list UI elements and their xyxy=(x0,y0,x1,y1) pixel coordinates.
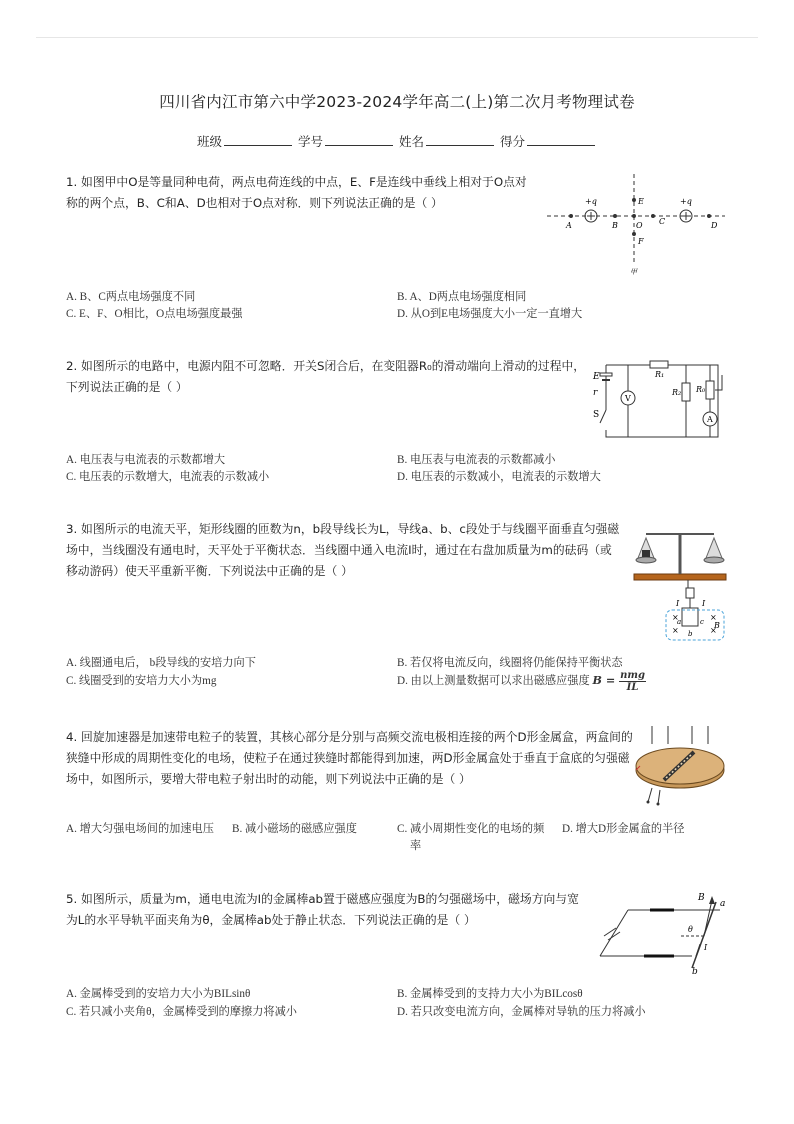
score-label: 得分 xyxy=(499,134,525,149)
r0-label: R₀ xyxy=(696,385,706,394)
option-b[interactable]: B. 减小磁场的磁感应强度 xyxy=(232,823,357,835)
internal-r-label: r xyxy=(593,388,598,398)
figure-current-balance xyxy=(630,520,730,645)
question-number: 5. xyxy=(66,892,78,906)
page-title: 四川省内江市第六中学2023-2024学年高二(上)第二次月考物理试卷 xyxy=(159,93,635,111)
question-stem-line: 下列说法正确的是（ ） xyxy=(66,380,188,394)
svg-text:×: × xyxy=(710,613,717,622)
option-c[interactable]: C. 若只减小夹角θ，金属棒受到的摩擦力将减小 xyxy=(66,1006,297,1018)
option-d[interactable]: D. 从O到E电场强度大小一定一直增大 xyxy=(397,308,583,320)
question-stem-line: 移动游码）使天平重新平衡．下列说法中正确的是（ ） xyxy=(66,564,353,578)
rheostat-r0 xyxy=(706,381,714,399)
question-stem-line xyxy=(66,727,636,748)
option-c[interactable] xyxy=(397,821,544,855)
question-stem-line: 狭缝中形成的周期性变化的电场，使粒子在通过狭缝时都能得到加速，两D形金属盒处于垂直于盒底的匀强磁 xyxy=(66,751,630,765)
option-d[interactable]: D. 电压表的示数减小，电流表的示数增大 xyxy=(397,471,601,483)
question-number: 4. xyxy=(66,730,78,744)
emf-label: E xyxy=(593,372,600,382)
question-number: 2. xyxy=(66,359,78,373)
option-c-line-2: 率 xyxy=(410,840,422,852)
question-stem-line xyxy=(66,356,586,377)
question-stem-line: 场中，如图所示，要增大带电粒子射出时的动能，则下列说法中正确的是（ ） xyxy=(66,772,471,786)
student-info-line xyxy=(0,132,794,150)
question-5 xyxy=(66,889,586,931)
name-label: 姓名 xyxy=(398,134,424,149)
option-b[interactable]: B. 电压表与电流表的示数都减小 xyxy=(397,454,556,466)
option-b[interactable]: B. 若仅将电流反向，线圈将仍能保持平衡状态 xyxy=(397,657,623,669)
header-divider xyxy=(36,37,758,38)
switch-label: S xyxy=(593,410,600,420)
option-a[interactable]: A. 增大匀强电场间的加速电压 xyxy=(66,823,214,835)
right-pan xyxy=(704,557,724,563)
option-d[interactable]: D. 增大D形金属盒的半径 xyxy=(562,823,685,835)
question-stem-line xyxy=(66,519,636,540)
option-a[interactable]: A. 线圈通电后， b段导线的安培力向下 xyxy=(66,657,256,669)
question-3 xyxy=(66,519,636,582)
question-4 xyxy=(66,727,636,790)
question-number: 1. xyxy=(66,175,78,189)
class-label: 班级 xyxy=(196,134,222,149)
voltmeter-label: V xyxy=(625,394,631,403)
option-d[interactable] xyxy=(397,670,646,693)
formula-lhs: B = xyxy=(592,673,620,688)
stem-text: 如图所示的电流天平，矩形线圈的匝数为n，b段导线长为L，导线a、b、c段处于与线圈平面垂直匀强磁 xyxy=(81,522,620,536)
question-stem-line: 为L的水平导轨平面夹角为θ，金属棒ab处于静止状态．下列说法正确的是（ ） xyxy=(66,913,476,927)
option-b[interactable]: B. 金属棒受到的支持力大小为BILcosθ xyxy=(397,988,583,1000)
question-number: 3. xyxy=(66,522,78,536)
point-b-label: B xyxy=(612,221,618,230)
class-blank[interactable] xyxy=(224,134,292,146)
left-pan xyxy=(636,557,656,563)
figure-rail-rod xyxy=(594,888,730,976)
option-a[interactable]: A. 金属棒受到的安培力大小为BILsinθ xyxy=(66,988,251,1000)
option-c[interactable]: C. E、F、O相比，O点电场强度最强 xyxy=(66,308,243,320)
figure-circuit xyxy=(588,355,728,443)
segment-a-label: a xyxy=(677,618,682,626)
resistor-r1 xyxy=(650,361,668,368)
battery-plate xyxy=(600,373,612,376)
question-stem-line: 称的两个点，B、C和A、D也相对于O点对称．则下列说法正确的是（ ） xyxy=(66,196,443,210)
option-a[interactable]: A. B、C两点电场强度不同 xyxy=(66,291,196,303)
option-d-text: D. 由以上测量数据可以求出磁感应强度 xyxy=(397,675,590,688)
option-b[interactable]: B. A、D两点电场强度相同 xyxy=(397,291,527,303)
stem-text: 如图所示，质量为m，通电电流为I的金属棒ab置于磁感应强度为B的匀强磁场中，磁场方向与宽 xyxy=(81,892,579,906)
name-blank[interactable] xyxy=(426,134,494,146)
field-b-label: B xyxy=(714,621,720,630)
end-b-label: b xyxy=(692,967,698,976)
fraction-denominator: IL xyxy=(626,682,639,693)
field-b-label: B xyxy=(698,893,705,903)
question-stem-line xyxy=(66,172,546,193)
current-label: I xyxy=(704,943,708,952)
coil-rect xyxy=(682,608,698,626)
option-d[interactable]: D. 若只改变电流方向，金属棒对导轨的压力将减小 xyxy=(397,1006,646,1018)
question-stem-line: 场中，当线圈没有通电时，天平处于平衡状态．当线圈中通入电流I时，通过在右盘加质量为m的砝码（或 xyxy=(66,543,612,557)
question-stem-line xyxy=(66,889,586,910)
charge-right-label: +q xyxy=(680,197,692,206)
id-label: 学号 xyxy=(297,134,323,149)
question-1 xyxy=(66,172,546,214)
current-label-1: I xyxy=(676,599,680,608)
balance-base xyxy=(634,574,726,580)
svg-text:×: × xyxy=(710,626,717,635)
option-c[interactable]: C. 电压表的示数增大，电流表的示数减小 xyxy=(66,471,270,483)
question-2 xyxy=(66,356,586,398)
option-c-line-1: C. 减小周期性变化的电场的频 xyxy=(397,823,545,835)
svg-text:×: × xyxy=(672,613,679,622)
figure-caption: 甲 xyxy=(630,268,637,276)
fraction xyxy=(619,670,646,693)
figure-charges xyxy=(545,172,730,280)
r1-label: R₁ xyxy=(655,370,665,379)
charge-left-label: +q xyxy=(585,197,597,206)
ammeter-label: A xyxy=(707,415,713,424)
score-blank[interactable] xyxy=(527,134,595,146)
point-a-label: A xyxy=(566,221,572,230)
r2-label: R₂ xyxy=(672,388,682,397)
resistor-r2 xyxy=(682,383,690,401)
segment-b-label: b xyxy=(688,630,693,638)
end-a-label: a xyxy=(720,899,726,909)
current-label-2: I xyxy=(702,599,706,608)
fraction-numerator: nmg xyxy=(620,670,645,681)
point-d-label: D xyxy=(711,221,718,230)
option-a[interactable]: A. 电压表与电流表的示数都增大 xyxy=(66,454,226,466)
option-c[interactable]: C. 线圈受到的安培力大小为mg xyxy=(66,675,217,687)
figure-cyclotron xyxy=(632,722,728,808)
point-e-label: E xyxy=(638,197,644,206)
point-f-label: F xyxy=(638,237,644,246)
point-o-label: O xyxy=(636,221,643,230)
segment-c-label: c xyxy=(700,618,704,626)
theta-label: θ xyxy=(688,925,693,934)
stem-text: 如图所示的电路中，电源内阻不可忽略．开关S闭合后，在变阻器R₀的滑动端向上滑动的过程中， xyxy=(81,359,586,373)
id-blank[interactable] xyxy=(325,134,393,146)
point-c-label: C xyxy=(659,217,666,226)
stem-text: 回旋加速器是加速带电粒子的装置，其核心部分是分别与高频交流电极相连接的两个D形金属盒，两盒间的 xyxy=(81,730,633,744)
stem-text: 如图甲中O是等量同种电荷，两点电荷连线的中点，E、F是连线中垂线上相对于O点对 xyxy=(81,175,527,189)
svg-text:×: × xyxy=(672,626,679,635)
